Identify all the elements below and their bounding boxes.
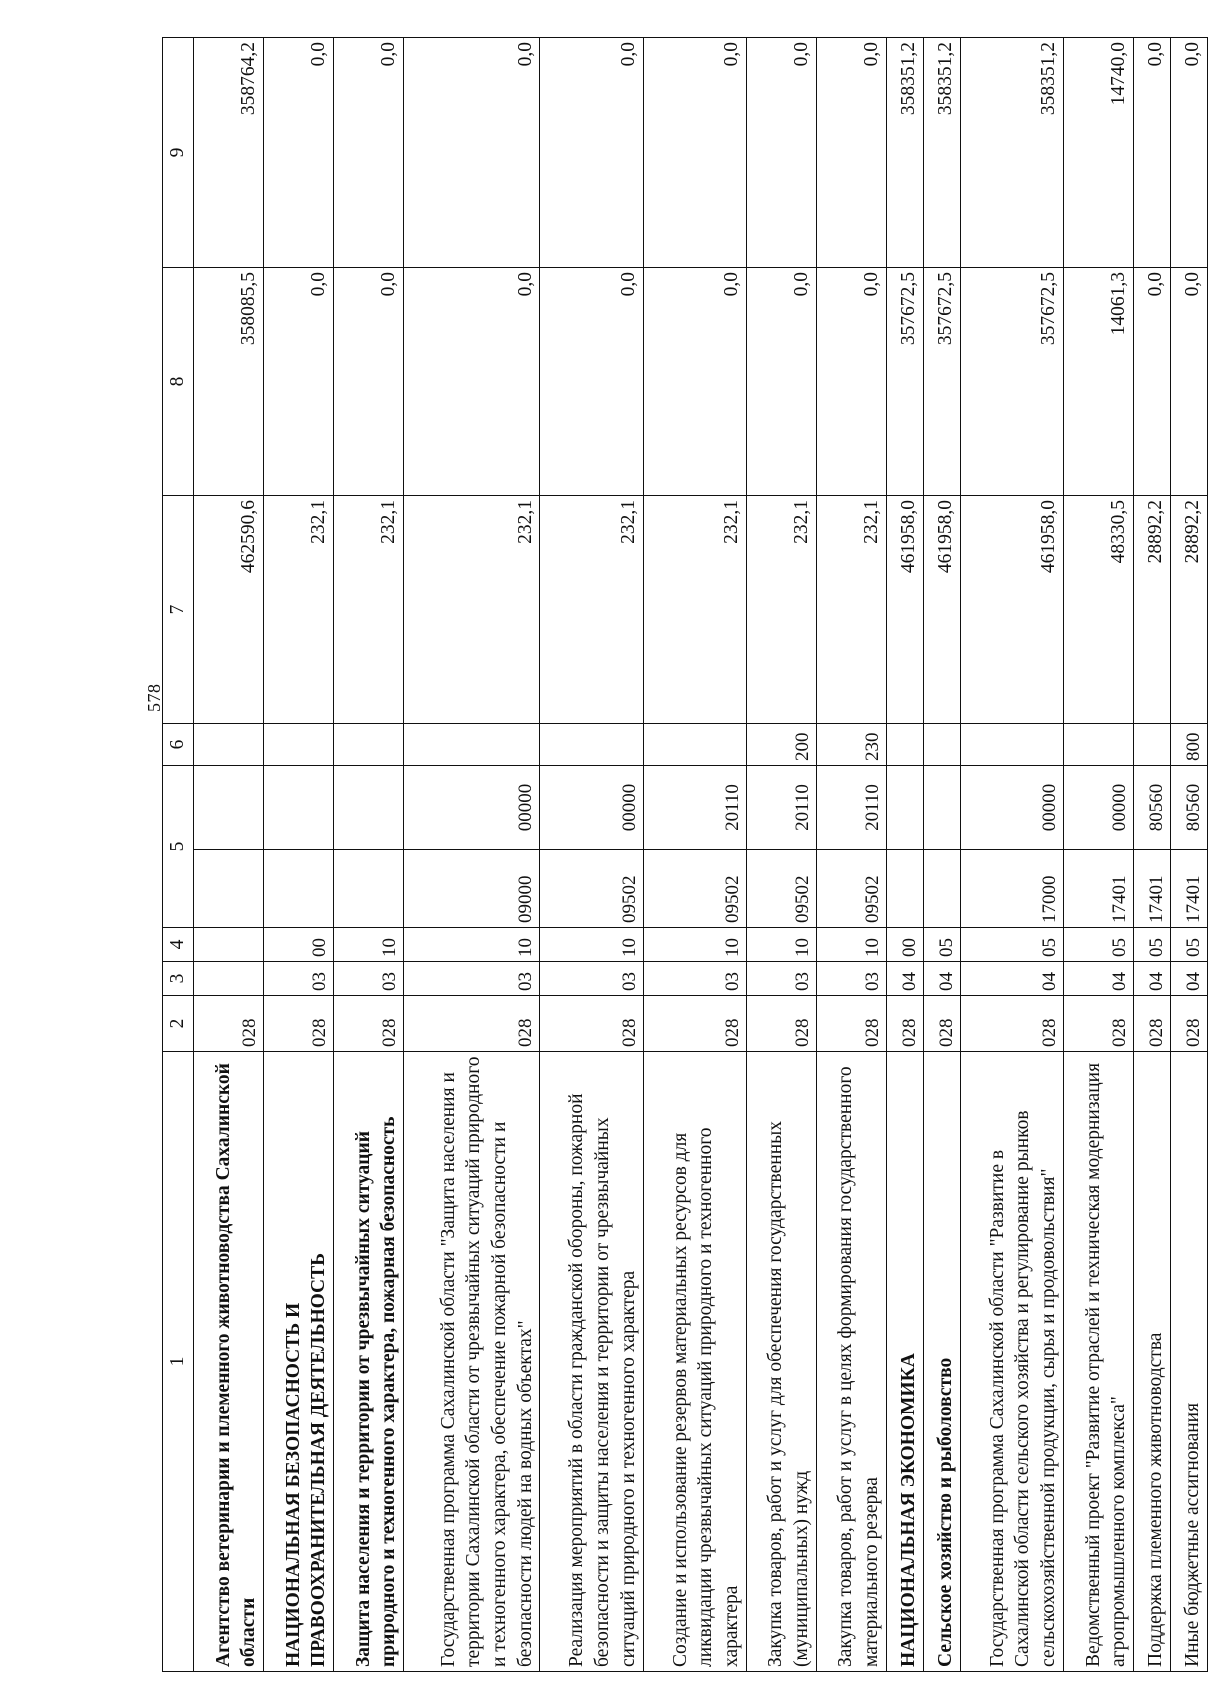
- amount-col9-cell: 0,0: [264, 38, 334, 268]
- header-col-8: 8: [163, 268, 194, 496]
- section-code-cell: 03: [334, 962, 404, 996]
- target-article-program-cell: 09502: [540, 850, 643, 928]
- section-code-cell: 04: [1170, 962, 1207, 996]
- amount-col9-cell: 0,0: [540, 38, 643, 268]
- header-col-9: 9: [163, 38, 194, 268]
- row-name-cell: Государственная программа Сахалинской области "Развитие в Сахалинской области сельского хозяйства и регулирование рынков сельскохозяйственной продукции, сырья и продовольствия": [960, 1052, 1063, 1672]
- subsection-code-cell: 10: [816, 928, 886, 962]
- header-col-1: 1: [163, 1052, 194, 1672]
- table-header-row: [163, 38, 194, 1672]
- row-name-cell: Государственная программа Сахалинской области "Защита населения и территории Сахалинской области от чрезвычайных ситуаций природного и техногенного характера, обеспечение пожарной безопасности и безопасности людей на водных объектах": [404, 1052, 540, 1672]
- target-article-program-cell: 17000: [960, 850, 1063, 928]
- ministry-code-cell: 028: [746, 996, 816, 1052]
- amount-col9-cell: 358764,2: [194, 38, 264, 268]
- amount-col9-cell: 0,0: [1134, 38, 1171, 268]
- expense-type-cell: [540, 724, 643, 766]
- amount-col8-cell: 0,0: [816, 268, 886, 496]
- table-row: [886, 38, 923, 1672]
- section-code-cell: 03: [816, 962, 886, 996]
- target-article-program-cell: [886, 850, 923, 928]
- amount-col7-cell: 232,1: [404, 496, 540, 724]
- amount-col9-cell: 14740,0: [1063, 38, 1133, 268]
- row-name-cell: Поддержка племенного животноводства: [1134, 1052, 1171, 1672]
- section-code-cell: 04: [886, 962, 923, 996]
- table-row: [540, 38, 643, 1672]
- target-article-direction-cell: [264, 766, 334, 850]
- table-row: [1170, 38, 1207, 1672]
- target-article-direction-cell: 00000: [540, 766, 643, 850]
- amount-col7-cell: 48330,5: [1063, 496, 1133, 724]
- table-row: [194, 38, 264, 1672]
- expense-type-cell: [923, 724, 960, 766]
- amount-col8-cell: 358085,5: [194, 268, 264, 496]
- target-article-direction-cell: 00000: [960, 766, 1063, 850]
- row-name-cell: Закупка товаров, работ и услуг для обеспечения государственных (муниципальных) нужд: [746, 1052, 816, 1672]
- subsection-code-cell: 10: [540, 928, 643, 962]
- expense-type-cell: [264, 724, 334, 766]
- subsection-code-cell: 10: [404, 928, 540, 962]
- section-code-cell: 04: [923, 962, 960, 996]
- ministry-code-cell: 028: [643, 996, 746, 1052]
- header-col-3: 3: [163, 962, 194, 996]
- ministry-code-cell: 028: [540, 996, 643, 1052]
- table-row: [816, 38, 886, 1672]
- amount-col8-cell: 0,0: [746, 268, 816, 496]
- table-row: [746, 38, 816, 1672]
- rotated-document-page: [120, 38, 1210, 1672]
- section-code-cell: 03: [540, 962, 643, 996]
- amount-col7-cell: 28892,2: [1134, 496, 1171, 724]
- amount-col9-cell: 0,0: [643, 38, 746, 268]
- amount-col9-cell: 358351,2: [886, 38, 923, 268]
- section-code-cell: 03: [643, 962, 746, 996]
- amount-col9-cell: 0,0: [1170, 38, 1207, 268]
- amount-col7-cell: 232,1: [334, 496, 404, 724]
- target-article-direction-cell: 20110: [746, 766, 816, 850]
- amount-col9-cell: 0,0: [404, 38, 540, 268]
- row-name-cell: Создание и использование резервов материальных ресурсов для ликвидации чрезвычайных ситуаций природного и техногенного характера: [643, 1052, 746, 1672]
- amount-col8-cell: 0,0: [643, 268, 746, 496]
- amount-col8-cell: 357672,5: [886, 268, 923, 496]
- section-code-cell: 04: [1134, 962, 1171, 996]
- expense-type-cell: [1063, 724, 1133, 766]
- row-name-cell: Иные бюджетные ассигнования: [1170, 1052, 1207, 1672]
- ministry-code-cell: 028: [1134, 996, 1171, 1052]
- amount-col9-cell: 0,0: [746, 38, 816, 268]
- amount-col7-cell: 232,1: [816, 496, 886, 724]
- subsection-code-cell: [194, 928, 264, 962]
- target-article-program-cell: [923, 850, 960, 928]
- ministry-code-cell: 028: [264, 996, 334, 1052]
- amount-col7-cell: 232,1: [264, 496, 334, 724]
- section-code-cell: 03: [404, 962, 540, 996]
- target-article-program-cell: 09502: [746, 850, 816, 928]
- amount-col8-cell: 0,0: [540, 268, 643, 496]
- table-row: [960, 38, 1063, 1672]
- expense-type-cell: [643, 724, 746, 766]
- ministry-code-cell: 028: [1063, 996, 1133, 1052]
- target-article-program-cell: 09502: [643, 850, 746, 928]
- target-article-program-cell: 17401: [1134, 850, 1171, 928]
- target-article-program-cell: 17401: [1063, 850, 1133, 928]
- ministry-code-cell: 028: [886, 996, 923, 1052]
- amount-col9-cell: 358351,2: [923, 38, 960, 268]
- header-col-4: 4: [163, 928, 194, 962]
- target-article-direction-cell: 00000: [1063, 766, 1133, 850]
- amount-col8-cell: 357672,5: [923, 268, 960, 496]
- amount-col8-cell: 357672,5: [960, 268, 1063, 496]
- target-article-direction-cell: [886, 766, 923, 850]
- amount-col8-cell: 0,0: [264, 268, 334, 496]
- target-article-program-cell: [194, 850, 264, 928]
- ministry-code-cell: 028: [404, 996, 540, 1052]
- budget-table: [162, 37, 1208, 1672]
- expense-type-cell: 800: [1170, 724, 1207, 766]
- expense-type-cell: [334, 724, 404, 766]
- subsection-code-cell: 00: [886, 928, 923, 962]
- target-article-direction-cell: [334, 766, 404, 850]
- amount-col8-cell: 14061,3: [1063, 268, 1133, 496]
- section-code-cell: 03: [264, 962, 334, 996]
- amount-col8-cell: 0,0: [1170, 268, 1207, 496]
- row-name-cell: Агентство ветеринарии и племенного животноводства Сахалинской области: [194, 1052, 264, 1672]
- subsection-code-cell: 00: [264, 928, 334, 962]
- amount-col7-cell: 461958,0: [923, 496, 960, 724]
- row-name-cell: Защита населения и территории от чрезвычайных ситуаций природного и техногенного характера, пожарная безопасность: [334, 1052, 404, 1672]
- table-row: [264, 38, 334, 1672]
- row-name-cell: Сельское хозяйство и рыболовство: [923, 1052, 960, 1672]
- amount-col7-cell: 461958,0: [960, 496, 1063, 724]
- subsection-code-cell: 05: [1134, 928, 1171, 962]
- subsection-code-cell: 05: [960, 928, 1063, 962]
- subsection-code-cell: 10: [746, 928, 816, 962]
- target-article-direction-cell: 20110: [816, 766, 886, 850]
- amount-col7-cell: 462590,6: [194, 496, 264, 724]
- ministry-code-cell: 028: [923, 996, 960, 1052]
- table-row: [1134, 38, 1171, 1672]
- row-name-cell: НАЦИОНАЛЬНАЯ БЕЗОПАСНОСТЬ И ПРАВООХРАНИТЕЛЬНАЯ ДЕЯТЕЛЬНОСТЬ: [264, 1052, 334, 1672]
- table-row: [923, 38, 960, 1672]
- ministry-code-cell: 028: [816, 996, 886, 1052]
- subsection-code-cell: 05: [923, 928, 960, 962]
- target-article-program-cell: 09000: [404, 850, 540, 928]
- ministry-code-cell: 028: [334, 996, 404, 1052]
- table-row: [334, 38, 404, 1672]
- header-col-6: 6: [163, 724, 194, 766]
- row-name-cell: Реализация мероприятий в области гражданской обороны, пожарной безопасности и защиты населения и территории от чрезвычайных ситуаций природного и техногенного характера: [540, 1052, 643, 1672]
- section-code-cell: 04: [1063, 962, 1133, 996]
- subsection-code-cell: 05: [1063, 928, 1133, 962]
- table-row: [643, 38, 746, 1672]
- section-code-cell: 03: [746, 962, 816, 996]
- amount-col7-cell: 461958,0: [886, 496, 923, 724]
- header-col-2: 2: [163, 996, 194, 1052]
- section-code-cell: 04: [960, 962, 1063, 996]
- amount-col9-cell: 0,0: [816, 38, 886, 268]
- amount-col8-cell: 0,0: [404, 268, 540, 496]
- amount-col7-cell: 232,1: [643, 496, 746, 724]
- target-article-program-cell: [264, 850, 334, 928]
- target-article-direction-cell: 80560: [1134, 766, 1171, 850]
- row-name-cell: НАЦИОНАЛЬНАЯ ЭКОНОМИКА: [886, 1052, 923, 1672]
- target-article-direction-cell: 80560: [1170, 766, 1207, 850]
- amount-col8-cell: 0,0: [1134, 268, 1171, 496]
- target-article-direction-cell: [194, 766, 264, 850]
- target-article-direction-cell: [923, 766, 960, 850]
- expense-type-cell: 200: [746, 724, 816, 766]
- subsection-code-cell: 10: [334, 928, 404, 962]
- target-article-program-cell: [334, 850, 404, 928]
- expense-type-cell: 230: [816, 724, 886, 766]
- target-article-program-cell: 17401: [1170, 850, 1207, 928]
- amount-col7-cell: 232,1: [540, 496, 643, 724]
- expense-type-cell: [960, 724, 1063, 766]
- ministry-code-cell: 028: [960, 996, 1063, 1052]
- expense-type-cell: [1134, 724, 1171, 766]
- table-row: [404, 38, 540, 1672]
- expense-type-cell: [404, 724, 540, 766]
- row-name-cell: Закупка товаров, работ и услуг в целях формирования государственного материального резерва: [816, 1052, 886, 1672]
- ministry-code-cell: 028: [194, 996, 264, 1052]
- expense-type-cell: [194, 724, 264, 766]
- header-col-7: 7: [163, 496, 194, 724]
- amount-col7-cell: 28892,2: [1170, 496, 1207, 724]
- table-row: [1063, 38, 1133, 1672]
- ministry-code-cell: 028: [1170, 996, 1207, 1052]
- target-article-program-cell: 09502: [816, 850, 886, 928]
- amount-col8-cell: 0,0: [334, 268, 404, 496]
- amount-col9-cell: 358351,2: [960, 38, 1063, 268]
- page-number: 578: [144, 683, 164, 712]
- subsection-code-cell: 05: [1170, 928, 1207, 962]
- row-name-cell: Ведомственный проект "Развитие отраслей и техническая модернизация агропромышленного комплекса": [1063, 1052, 1133, 1672]
- amount-col9-cell: 0,0: [334, 38, 404, 268]
- subsection-code-cell: 10: [643, 928, 746, 962]
- target-article-direction-cell: 00000: [404, 766, 540, 850]
- amount-col7-cell: 232,1: [746, 496, 816, 724]
- section-code-cell: [194, 962, 264, 996]
- expense-type-cell: [886, 724, 923, 766]
- target-article-direction-cell: 20110: [643, 766, 746, 850]
- header-col-5: 5: [163, 766, 194, 928]
